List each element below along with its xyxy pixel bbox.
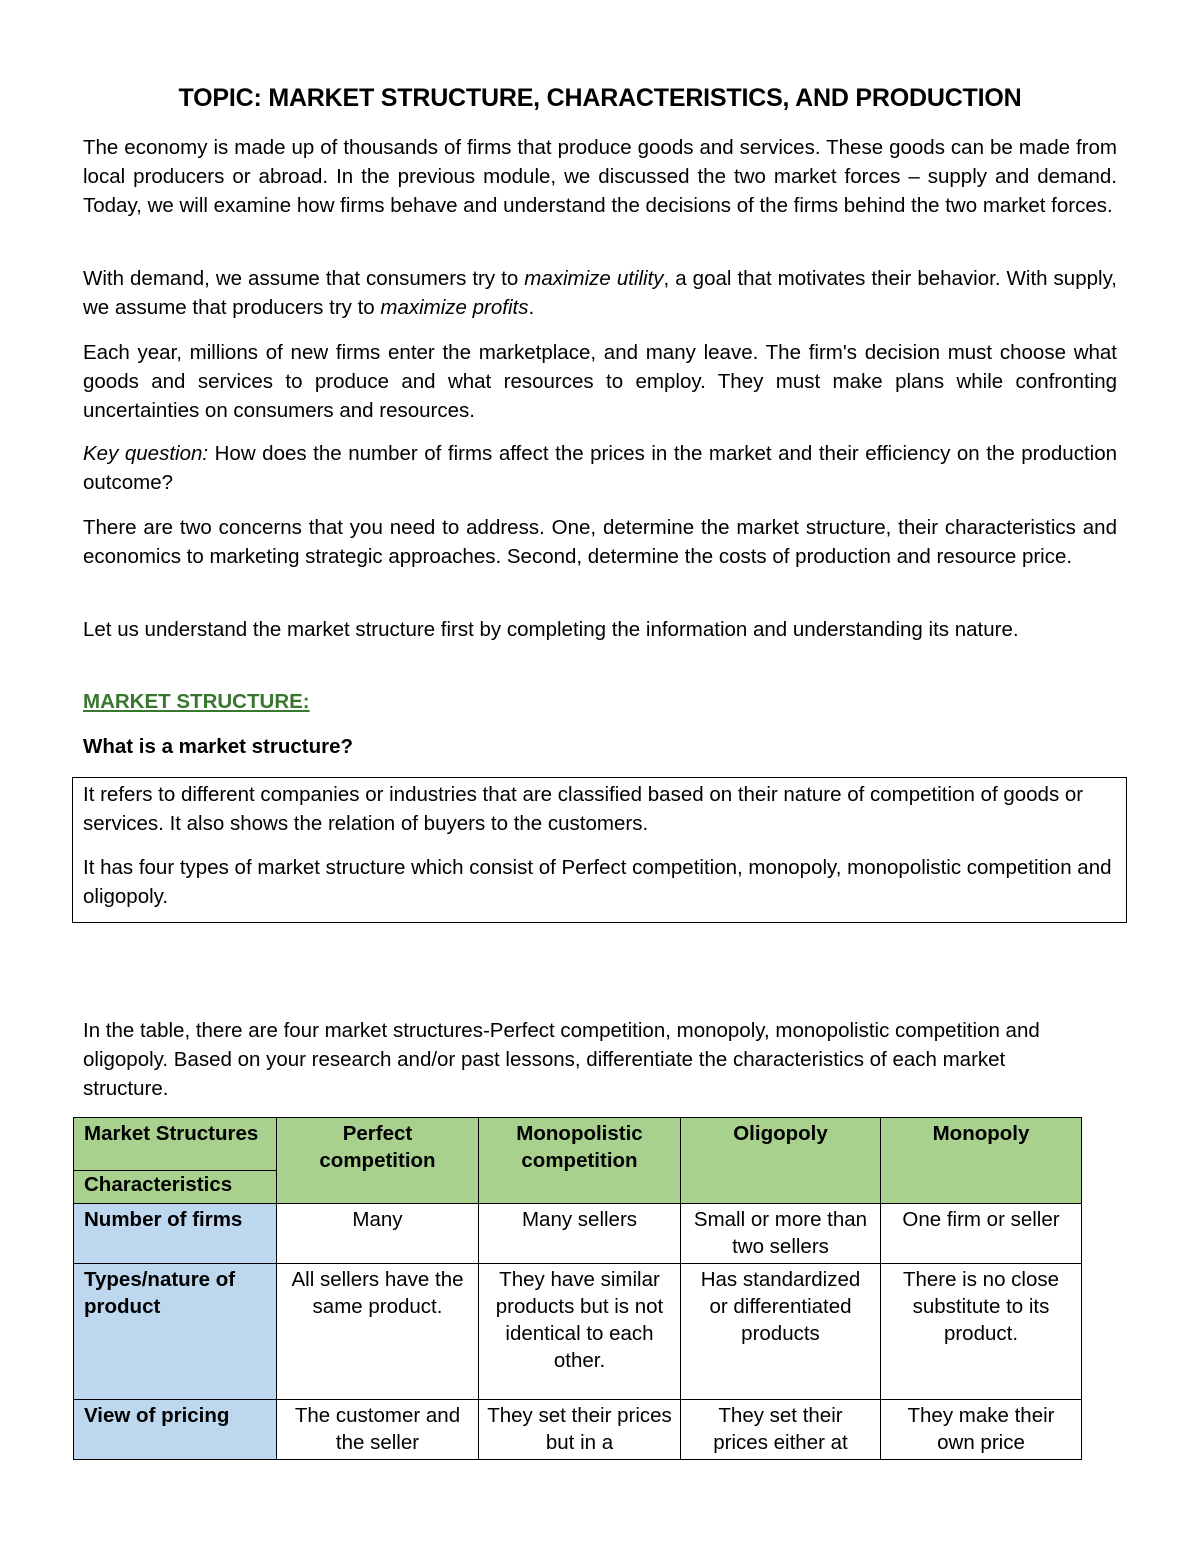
column-header: Monopolistic competition — [479, 1118, 681, 1204]
text-run: How does the number of firms affect the prices in the market and their efficiency on the production outcome? — [83, 442, 1117, 494]
paragraph-text — [83, 439, 1117, 497]
table-cell[interactable]: Has standardized or differentiated products — [681, 1264, 881, 1400]
table-cell[interactable]: Small or more than two sellers — [681, 1204, 881, 1264]
table-cell[interactable]: The customer and the seller — [277, 1400, 479, 1460]
row-label: View of pricing — [74, 1400, 277, 1460]
paragraph-key-question — [83, 439, 1117, 497]
paragraph-text: The economy is made up of thousands of firms that produce goods and services. These goods can be made from local producers or abroad. In the previous module, we discussed the two market forces – supply and demand. Today, we will examine how firms behave and understand the decisions of the firms behind the two market forces. — [83, 136, 1117, 217]
section-heading-market-structure: MARKET STRUCTURE: — [83, 690, 310, 713]
paragraph-text: There are two concerns that you need to address. One, determine the market structure, their characteristics and economics to marketing strategic approaches. Second, determine the costs of production and resource price. — [83, 516, 1117, 568]
text-run: With demand, we assume that consumers try to — [83, 267, 525, 290]
row-label: Types/nature of product — [74, 1264, 277, 1400]
table-row — [74, 1264, 1082, 1400]
table-cell[interactable]: There is no close substitute to its product. — [881, 1264, 1082, 1400]
paragraph-firms-decisions — [83, 338, 1117, 425]
paragraph-text — [83, 264, 1117, 322]
table-row — [74, 1400, 1082, 1460]
key-question-label: Key question: — [83, 442, 209, 465]
table-row — [74, 1204, 1082, 1264]
table-cell[interactable]: All sellers have the same product. — [277, 1264, 479, 1400]
column-header: Perfect competition — [277, 1118, 479, 1204]
paragraph-let-us-understand — [83, 615, 1117, 644]
table-header-row — [74, 1118, 1082, 1204]
emphasis-maximize-utility: maximize utility — [524, 267, 664, 290]
paragraph-demand-supply — [83, 264, 1117, 322]
answer-paragraph: It has four types of market structure which consist of Perfect competition, monopoly, monopolistic competition and oligopoly. — [83, 856, 1112, 908]
emphasis-maximize-profits: maximize profits — [380, 296, 529, 319]
row-label: Number of firms — [74, 1204, 277, 1264]
paragraph-text: Each year, millions of new firms enter the marketplace, and many leave. The firm's decision must choose what goods and services to produce and what resources to employ. They must make plans while confronting uncertainties on consumers and resources. — [83, 341, 1117, 422]
corner-characteristics: Characteristics — [84, 1173, 233, 1196]
answer-paragraph: It refers to different companies or industries that are classified based on their nature of competition of goods or services. It also shows the relation of buyers to the customers. — [83, 783, 1084, 835]
answer-box[interactable] — [72, 777, 1127, 923]
corner-market-structures: Market Structures — [74, 1118, 276, 1171]
paragraph-text: Let us understand the market structure first by completing the information and understanding its nature. — [83, 618, 1019, 641]
table-cell[interactable]: Many — [277, 1204, 479, 1264]
text-run: . — [528, 296, 535, 319]
table-cell[interactable]: They set their prices either at — [681, 1400, 881, 1460]
paragraph-two-concerns — [83, 513, 1117, 571]
column-header: Oligopoly — [681, 1118, 881, 1204]
table-cell[interactable]: Many sellers — [479, 1204, 681, 1264]
question-heading: What is a market structure? — [83, 735, 353, 758]
market-structure-table — [73, 1117, 1082, 1460]
text-run: , a goal that motivates their behavior. With supply, we assume that producers try to — [83, 267, 1117, 319]
table-corner-cell — [74, 1118, 277, 1204]
table-cell[interactable]: They make their own price — [881, 1400, 1082, 1460]
table-cell[interactable]: One firm or seller — [881, 1204, 1082, 1264]
column-header: Monopoly — [881, 1118, 1082, 1204]
page-title: TOPIC: MARKET STRUCTURE, CHARACTERISTICS, AND PRODUCTION — [178, 84, 1022, 112]
table-cell[interactable]: They have similar products but is not identical to each other. — [479, 1264, 681, 1400]
table-intro-paragraph: In the table, there are four market structures-Perfect competition, monopoly, monopolistic competition and oligopoly. Based on your research and/or past lessons, differentiate the characteristics of each market structure. — [83, 1019, 1040, 1100]
table-cell[interactable]: They set their prices but in a — [479, 1400, 681, 1460]
paragraph-economy — [83, 133, 1117, 220]
